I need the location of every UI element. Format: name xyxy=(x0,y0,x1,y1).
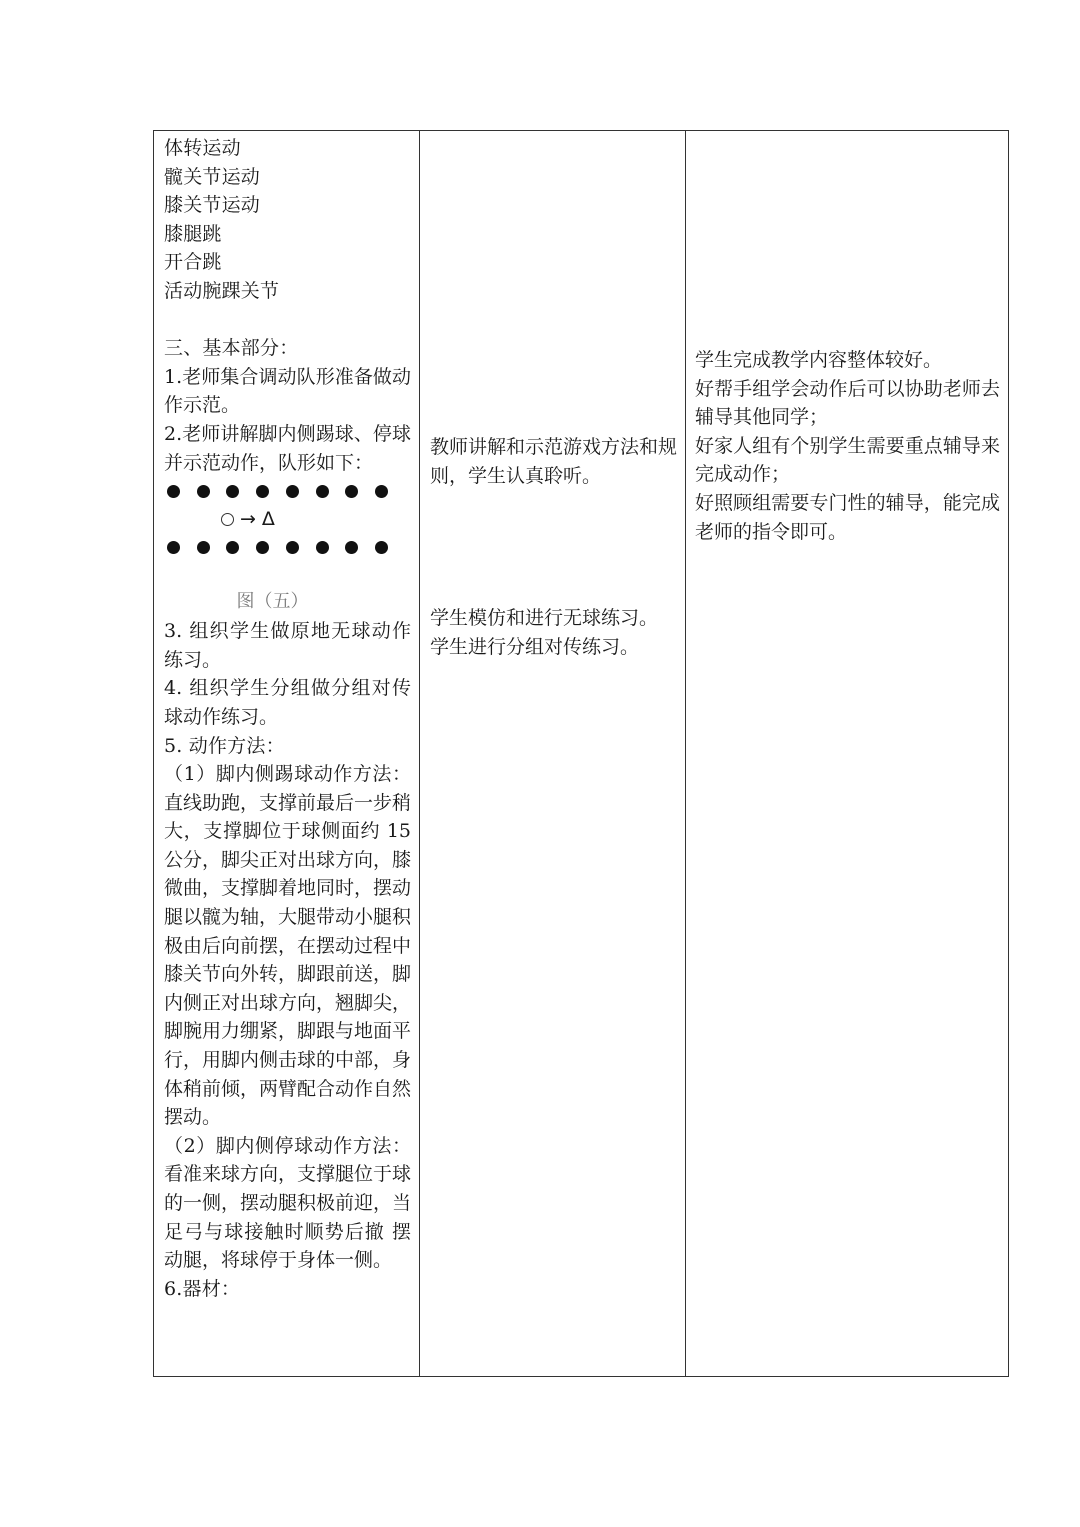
formation-top-row xyxy=(164,477,411,505)
student-dot-icon xyxy=(167,541,180,554)
step-6-equipment: 6.器材： xyxy=(164,1277,241,1300)
student-dot-icon xyxy=(286,541,299,554)
table-row xyxy=(154,131,1009,1377)
warmup-item: 膝关节运动 xyxy=(164,194,261,217)
student-dot-icon xyxy=(226,485,239,498)
student-dot-icon xyxy=(375,485,388,498)
step-4: 4. 组织学生分组做分组对传球动作练习。 xyxy=(164,677,411,728)
student-pass-practice: 学生进行分组对传练习。 xyxy=(430,635,640,658)
warmup-item: 髋关节运动 xyxy=(164,165,261,188)
formation-bottom-row xyxy=(164,533,411,561)
arrow-right-icon: → xyxy=(240,508,256,531)
triangle-icon: Δ xyxy=(261,508,275,531)
warmup-item: 活动腕踝关节 xyxy=(164,279,280,302)
student-dot-icon xyxy=(286,485,299,498)
student-dot-icon xyxy=(345,541,358,554)
lesson-plan-table xyxy=(153,130,1009,1377)
student-dot-icon xyxy=(256,485,269,498)
formation-diagram xyxy=(164,477,411,617)
warmup-list xyxy=(164,134,411,306)
student-dot-icon xyxy=(256,541,269,554)
step-1: 1.老师集合调动队形准备做动作示范。 xyxy=(164,365,411,417)
student-dot-icon xyxy=(375,541,388,554)
step-2: 2.老师讲解脚内侧踢球、停球并示范动作，队形如下： xyxy=(164,422,411,474)
eval-helper-group: 好帮手组学会动作后可以协助老师去辅导其他同学； xyxy=(695,377,1000,429)
warmup-item: 体转运动 xyxy=(164,137,241,159)
student-dot-icon xyxy=(226,541,239,554)
eval-care-group: 好照顾组需要专门性的辅导，能完成老师的指令即可。 xyxy=(695,491,1000,543)
student-dot-icon xyxy=(197,541,210,554)
step-3: 3. 组织学生做原地无球动作练习。 xyxy=(164,620,411,671)
method-stop: （2）脚内侧停球动作方法：看准来球方向，支撑腿位于球的一侧，摆动腿积极前迎，当足弓与球接触时顺势后撤 摆动腿，将球停于身体一侧。 xyxy=(164,1134,412,1272)
eval-overall: 学生完成教学内容整体较好。 xyxy=(695,349,943,371)
student-imitate: 学生模仿和进行无球练习。 xyxy=(430,607,659,630)
eval-family-group: 好家人组有个别学生需要重点辅导来完成动作； xyxy=(695,434,1000,486)
warmup-item: 膝腿跳 xyxy=(164,222,222,245)
content-column xyxy=(154,131,420,1377)
warmup-item: 开合跳 xyxy=(164,251,222,274)
evaluation-column xyxy=(686,131,1009,1377)
formation-middle-row xyxy=(164,505,411,533)
student-dot-icon xyxy=(345,485,358,498)
student-dot-icon xyxy=(316,541,329,554)
method-kick: （1）脚内侧踢球动作方法：直线助跑，支撑前最后一步稍大，支撑脚位于球侧面约 15 公分，脚尖正对出球方向，膝微曲，支撑脚着地同时，摆动腿以髋为轴，大腿带动小腿积极由后向前摆，在摆动过程中膝关节向外转，脚跟前送，脚内侧正对出球方向，翘脚尖，脚腕用力绷紧，脚跟与地面平行，用脚内侧击球的中部，身体稍前倾，两臂配合动作自然摆动。 xyxy=(164,763,412,1129)
section-title: 三、基本部分： xyxy=(164,337,299,360)
figure-caption: 图（五） xyxy=(236,591,309,613)
student-dot-icon xyxy=(197,485,210,498)
teacher-circle-icon xyxy=(221,513,234,526)
teacher-activity-column xyxy=(420,131,686,1377)
student-dot-icon xyxy=(167,485,180,498)
teacher-explain: 教师讲解和示范游戏方法和规则，学生认真聆听。 xyxy=(430,436,678,487)
step-5: 5. 动作方法： xyxy=(164,734,285,757)
student-dot-icon xyxy=(316,485,329,498)
